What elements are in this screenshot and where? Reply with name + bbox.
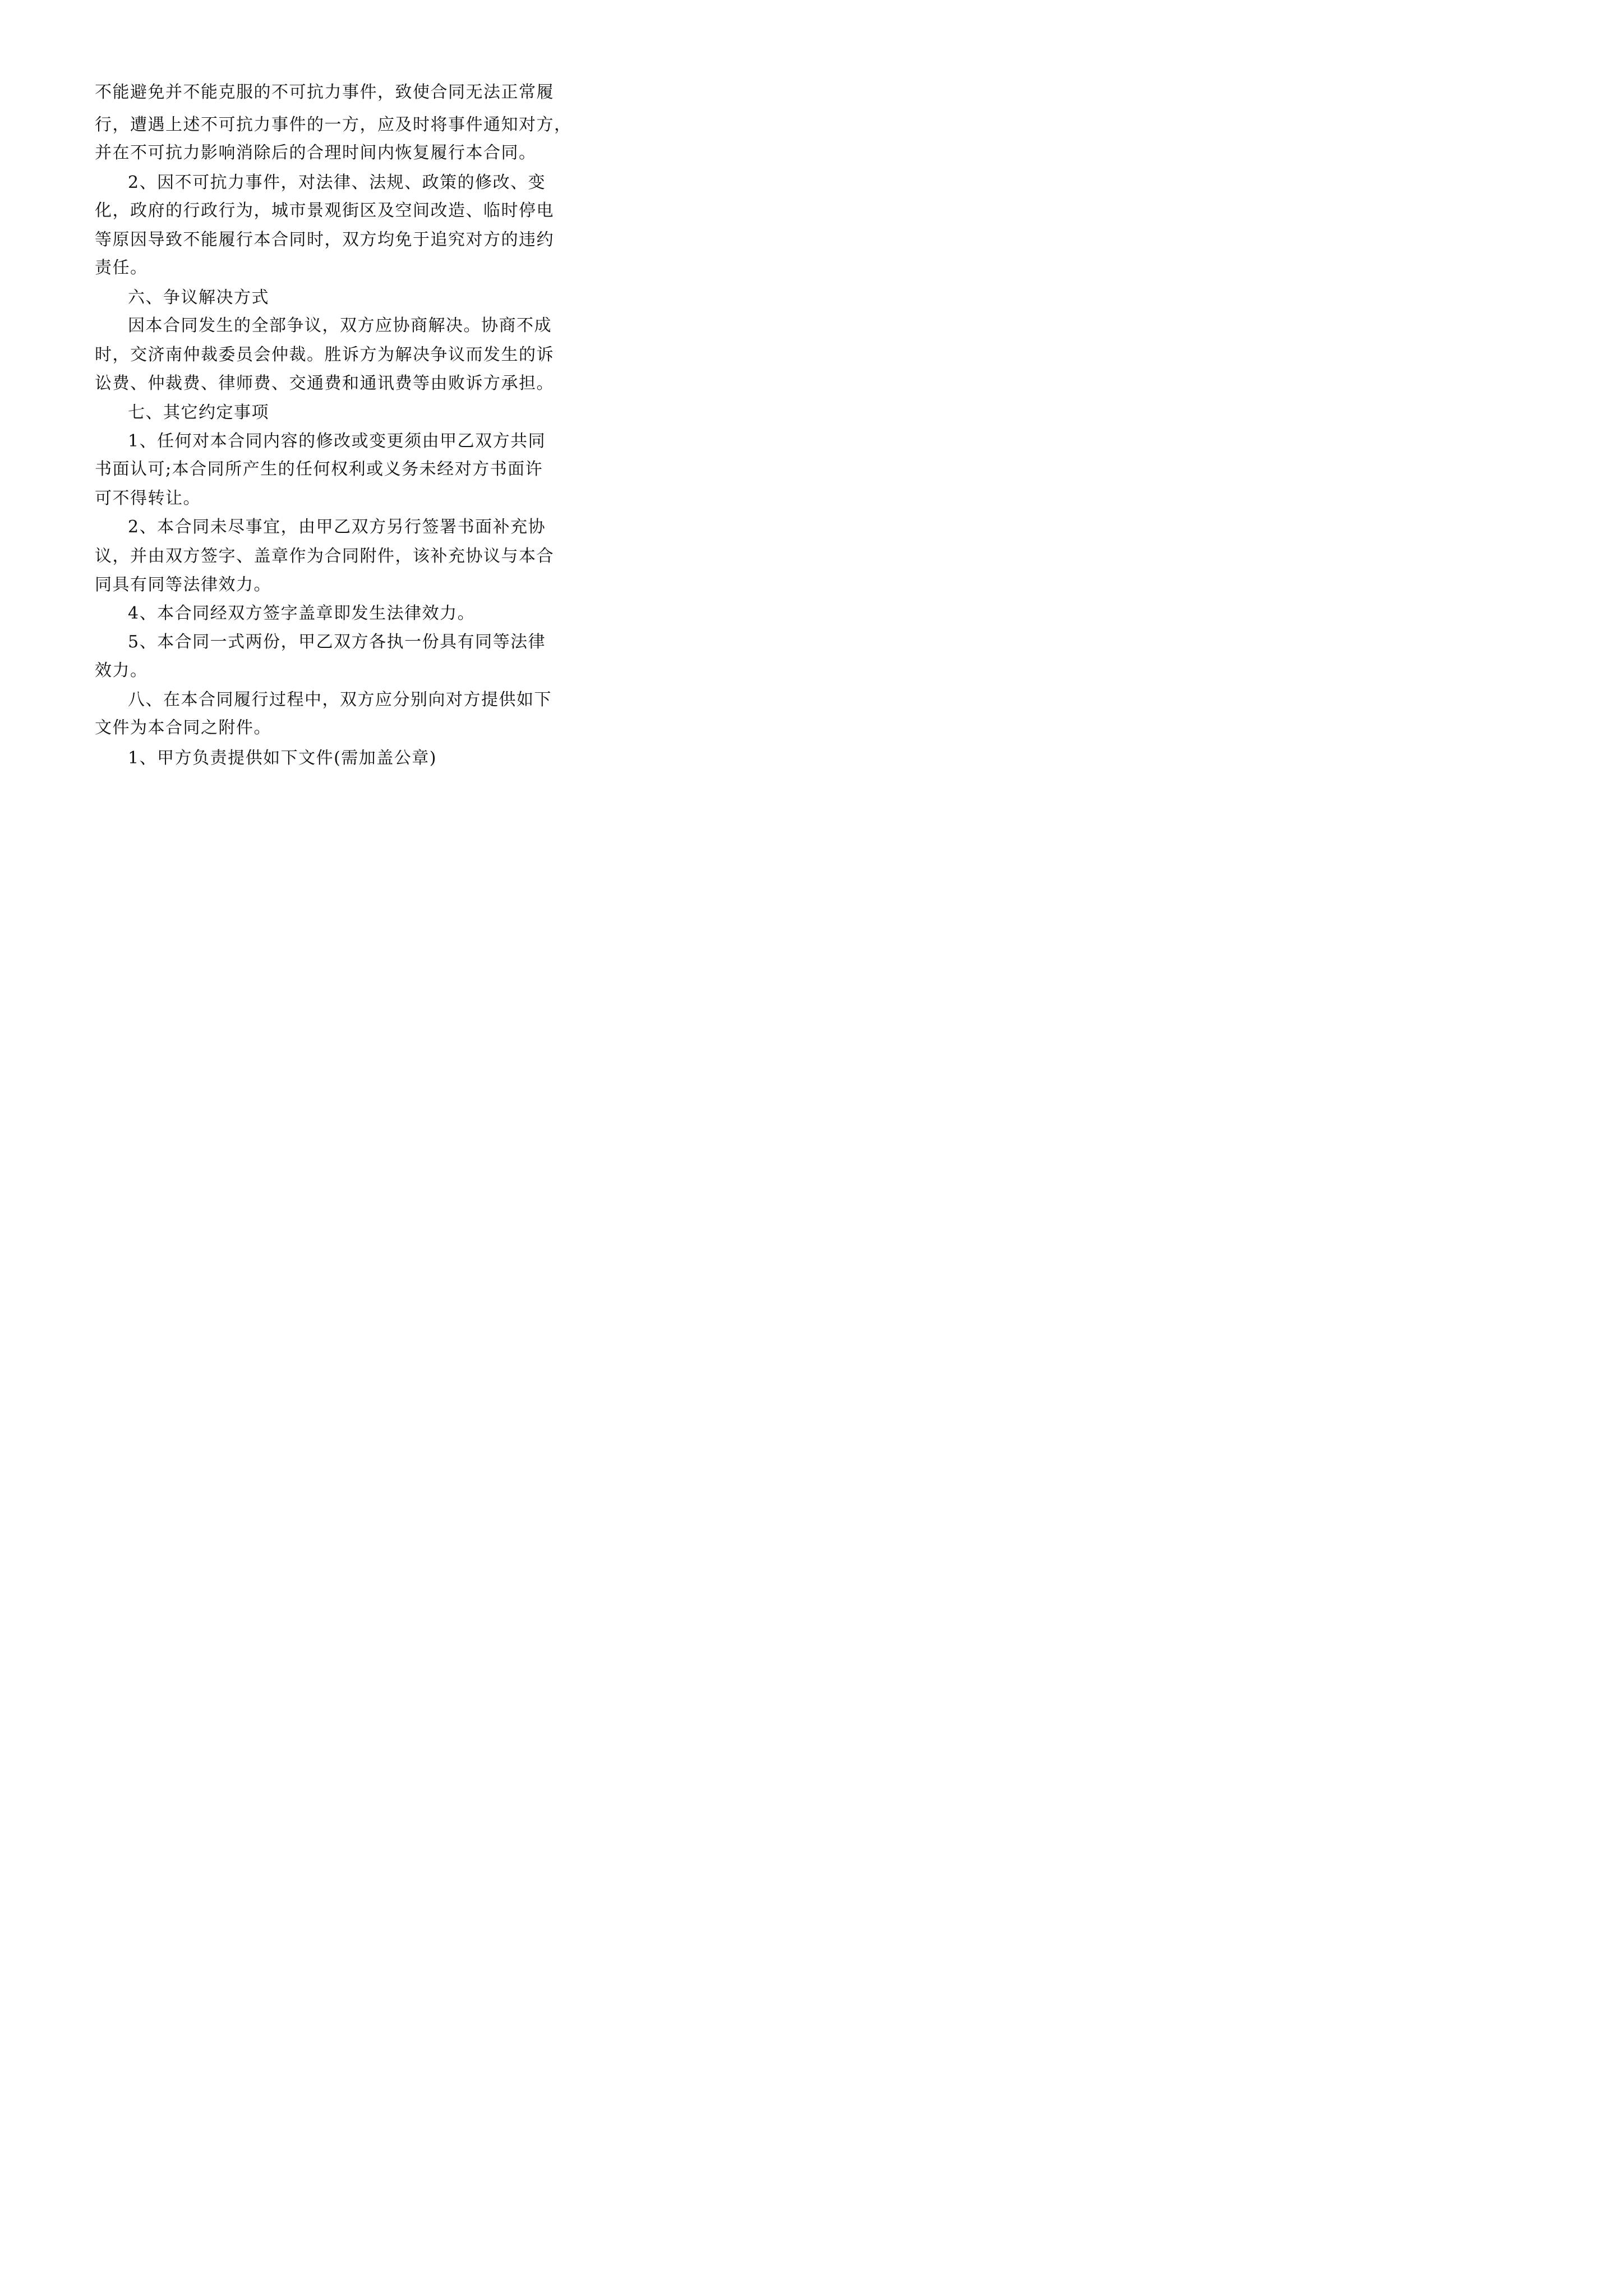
text-line: 可不得转让。 xyxy=(95,489,201,508)
document-page xyxy=(0,0,617,873)
text-line: 并在不可抗力影响消除后的合理时间内恢复履行本合同。 xyxy=(95,143,537,163)
text-line: 讼费、仲裁费、律师费、交通费和通讯费等由败诉方承担。 xyxy=(95,374,554,393)
text-line: 议，并由双方签字、盖章作为合同附件，该补充协议与本合 xyxy=(95,546,554,566)
text-line: 4、本合同经双方签字盖章即发生法律效力。 xyxy=(128,604,476,623)
text-line: 行，遭遇上述不可抗力事件的一方，应及时将事件通知对方， xyxy=(95,115,572,135)
section-heading: 六、争议解决方式 xyxy=(128,288,269,307)
text-line: 效力。 xyxy=(95,661,148,680)
text-line: 2、因不可抗力事件，对法律、法规、政策的修改、变 xyxy=(128,173,546,192)
text-line: 2、本合同未尽事宜，由甲乙双方另行签署书面补充协 xyxy=(128,517,546,537)
text-line: 5、本合同一式两份，甲乙双方各执一份具有同等法律 xyxy=(128,632,546,652)
text-line: 化，政府的行政行为，城市景观街区及空间改造、临时停电 xyxy=(95,201,554,220)
section-heading: 八、在本合同履行过程中，双方应分别向对方提供如下 xyxy=(128,690,552,710)
section-heading: 七、其它约定事项 xyxy=(128,403,269,422)
text-line: 文件为本合同之附件。 xyxy=(95,718,271,738)
text-line: 1、甲方负责提供如下文件(需加盖公章) xyxy=(128,748,437,768)
text-line: 同具有同等法律效力。 xyxy=(95,575,271,595)
text-line: 等原因导致不能履行本合同时，双方均免于追究对方的违约 xyxy=(95,230,554,250)
text-line: 书面认可;本合同所产生的任何权利或义务未经对方书面许 xyxy=(95,459,543,479)
text-line: 因本合同发生的全部争议，双方应协商解决。协商不成 xyxy=(128,316,552,335)
text-line: 1、任何对本合同内容的修改或变更须由甲乙双方共同 xyxy=(128,431,546,451)
text-line: 责任。 xyxy=(95,258,148,278)
text-line: 不能避免并不能克服的不可抗力事件，致使合同无法正常履 xyxy=(95,82,554,102)
text-line: 时，交济南仲裁委员会仲裁。胜诉方为解决争议而发生的诉 xyxy=(95,345,554,365)
